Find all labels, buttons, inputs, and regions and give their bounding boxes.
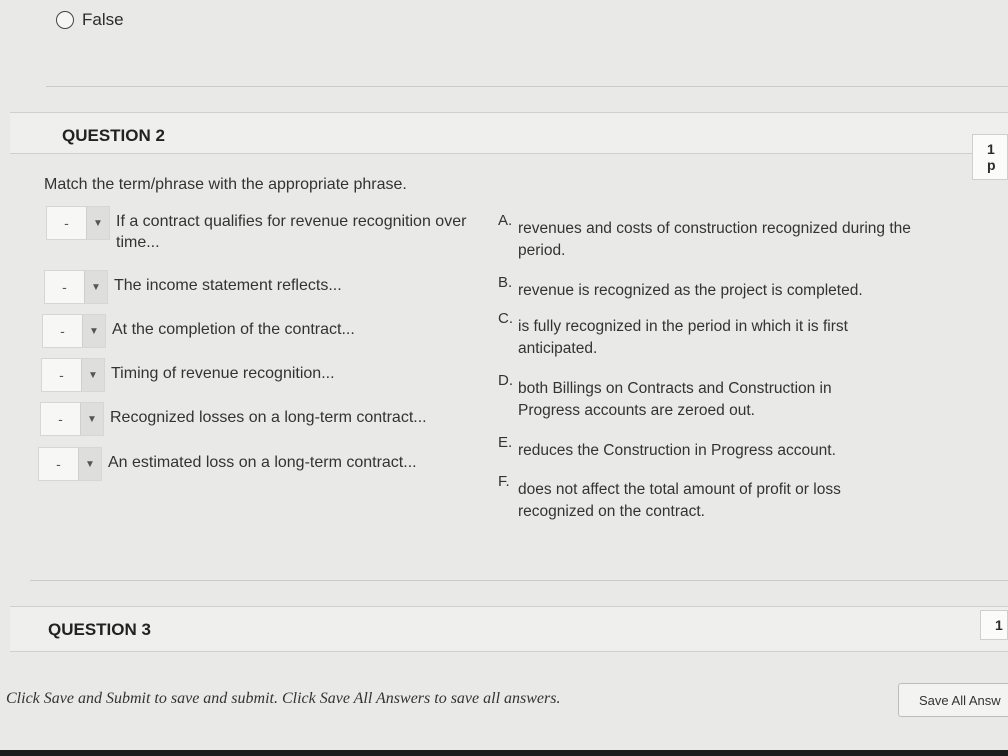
match-select-2[interactable] xyxy=(44,270,108,304)
divider xyxy=(30,580,1008,581)
question-3-header xyxy=(10,606,1008,652)
answer-text: does not affect the total amount of profit or loss recognized on the contract. xyxy=(518,481,841,520)
select-value: - xyxy=(62,279,67,295)
answer-letter: A. xyxy=(498,212,513,229)
answer-letter: E. xyxy=(498,434,513,451)
match-row-1 xyxy=(46,206,486,253)
match-term-6: An estimated loss on a long-term contract... xyxy=(108,454,417,471)
select-value: - xyxy=(56,456,61,472)
chevron-down-icon[interactable]: ▼ xyxy=(80,403,103,435)
answer-f xyxy=(498,473,908,523)
question-2-title: QUESTION 2 xyxy=(62,126,165,145)
answer-text: is fully recognized in the period in which it is first anticipated. xyxy=(518,318,848,357)
screen-bezel xyxy=(0,750,1008,756)
chevron-down-icon[interactable]: ▼ xyxy=(81,359,104,391)
footer-instruction: Click Save and Submit to save and submit. Click Save All Answers to save all answers. xyxy=(6,690,561,707)
answer-text: both Billings on Contracts and Construction in Progress accounts are zeroed out. xyxy=(518,380,832,419)
select-value: - xyxy=(64,215,69,231)
match-term-5: Recognized losses on a long-term contract... xyxy=(110,409,427,426)
match-row-6 xyxy=(38,447,478,481)
question-2-points: 1 p xyxy=(972,134,1008,180)
false-option-label: False xyxy=(82,10,124,29)
chevron-down-icon[interactable]: ▼ xyxy=(84,271,107,303)
answer-letter: C. xyxy=(498,310,513,327)
answer-letter: F. xyxy=(498,473,510,490)
save-all-answers-button[interactable]: Save All Answ xyxy=(898,683,1008,717)
answer-letter: D. xyxy=(498,372,513,389)
match-select-6[interactable] xyxy=(38,447,102,481)
false-option[interactable] xyxy=(56,10,124,30)
answer-text: reduces the Construction in Progress account. xyxy=(518,442,836,459)
match-select-4[interactable] xyxy=(41,358,105,392)
answer-b xyxy=(498,274,918,302)
match-term-4: Timing of revenue recognition... xyxy=(111,365,335,382)
match-row-3 xyxy=(42,314,482,348)
match-row-4 xyxy=(41,358,481,392)
answer-text: revenue is recognized as the project is completed. xyxy=(518,282,863,299)
match-select-1[interactable] xyxy=(46,206,110,240)
match-term-2: The income statement reflects... xyxy=(114,277,342,294)
select-value: - xyxy=(59,367,64,383)
match-term-3: At the completion of the contract... xyxy=(112,321,355,338)
select-value: - xyxy=(58,411,63,427)
answer-d xyxy=(498,372,888,422)
match-select-5[interactable] xyxy=(40,402,104,436)
answer-c xyxy=(498,310,878,360)
select-value: - xyxy=(60,323,65,339)
radio-button[interactable] xyxy=(56,11,74,29)
divider xyxy=(46,86,1008,87)
match-select-3[interactable] xyxy=(42,314,106,348)
answer-e xyxy=(498,434,918,462)
chevron-down-icon[interactable]: ▼ xyxy=(86,207,109,239)
chevron-down-icon[interactable]: ▼ xyxy=(82,315,105,347)
match-term-1: If a contract qualifies for revenue recognition over time... xyxy=(116,213,467,251)
chevron-down-icon[interactable]: ▼ xyxy=(78,448,101,480)
match-row-5 xyxy=(40,402,480,436)
answer-text: revenues and costs of construction recognized during the period. xyxy=(518,220,911,259)
question-2-instruction: Match the term/phrase with the appropriate phrase. xyxy=(44,176,407,193)
question-3-points: 1 xyxy=(980,610,1008,640)
answer-letter: B. xyxy=(498,274,513,291)
match-row-2 xyxy=(44,270,484,304)
answer-a xyxy=(498,212,918,262)
question-3-title: QUESTION 3 xyxy=(48,620,151,639)
